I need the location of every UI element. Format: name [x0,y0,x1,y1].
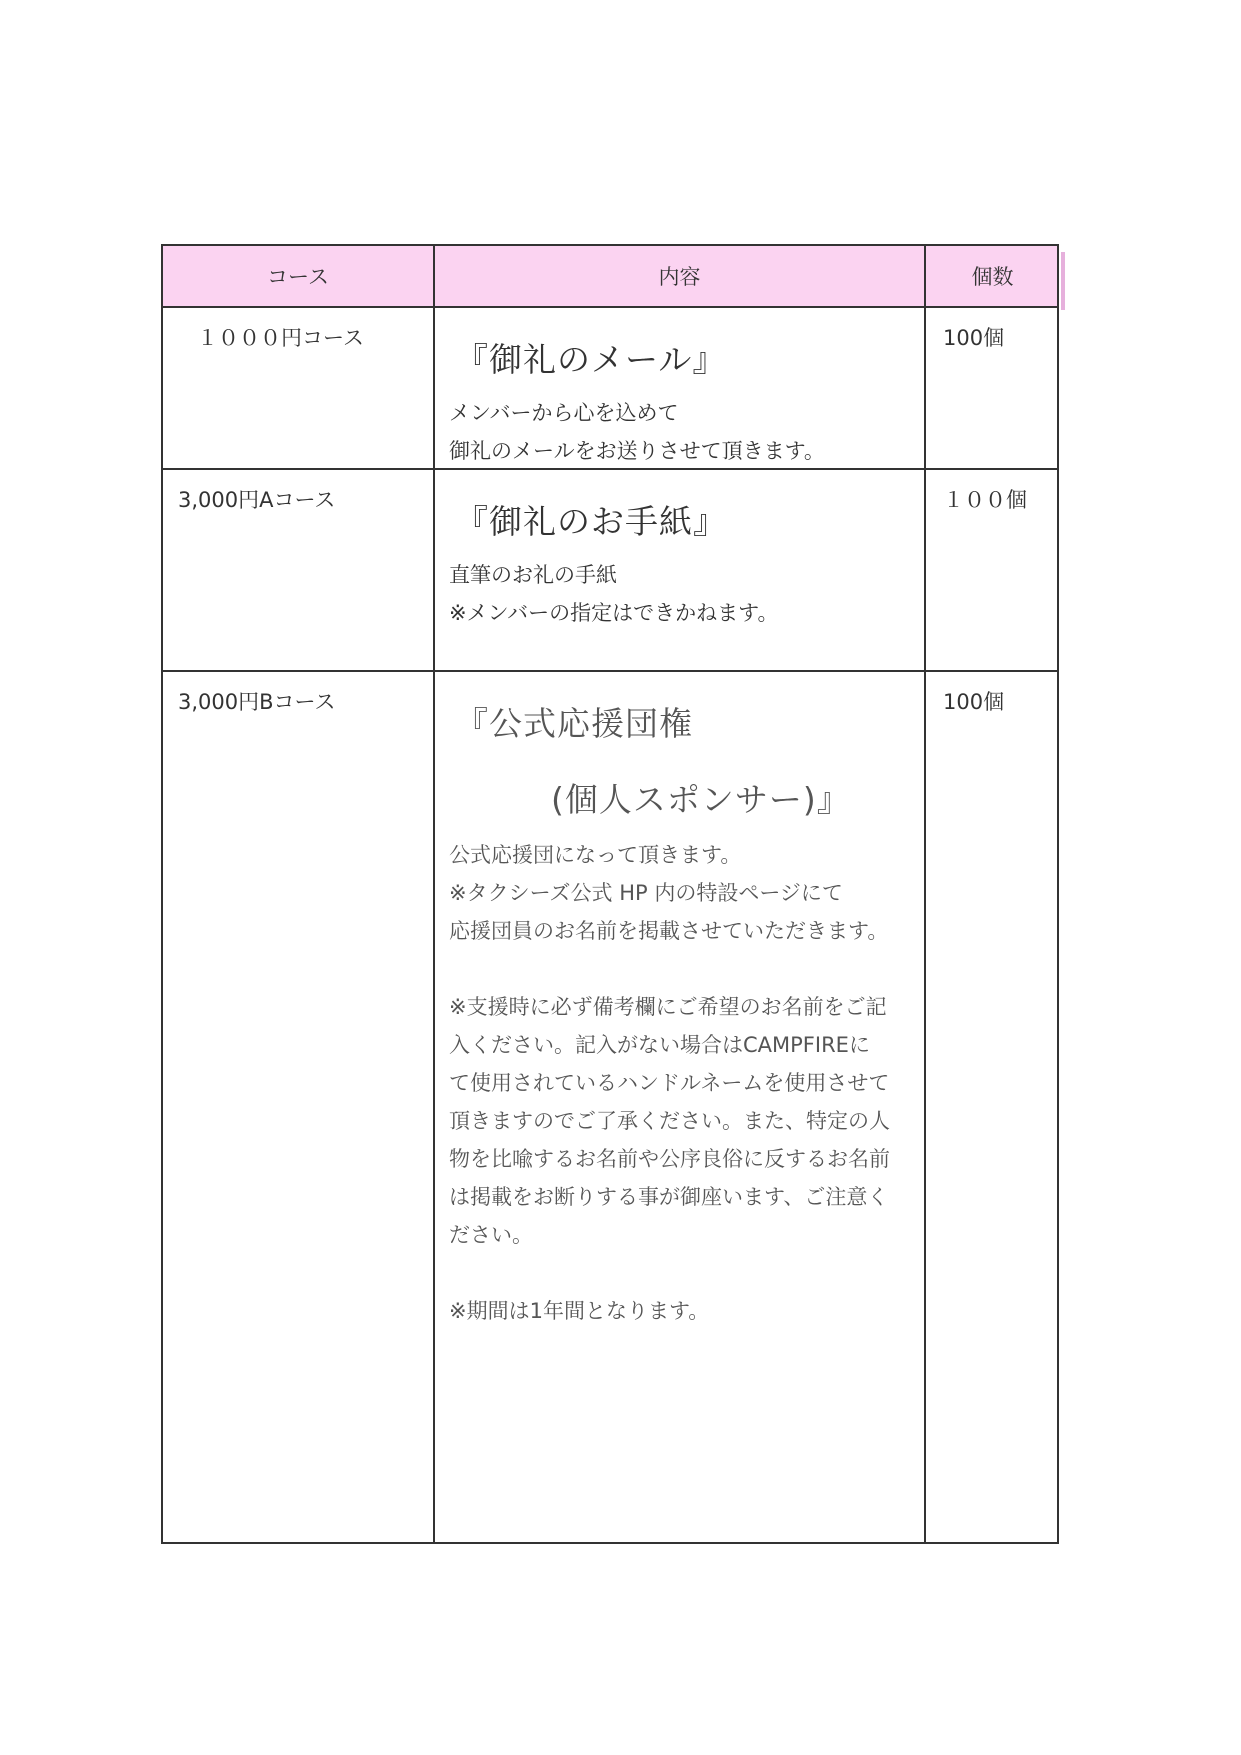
header-quantity: 個数 [971,265,1014,289]
row-3-description-line: 入ください。記入がない場合はCAMPFIREに [449,1033,870,1057]
row-3-description-line: は掲載をお断りする事が御座います、ご注意く [449,1185,889,1209]
row-3-description-line: 応援団員のお名前を掲載させていただきます。 [449,919,889,943]
row-2-description-line: 直筆のお礼の手紙 [449,563,617,587]
column-divider [433,246,435,1542]
row-2-description-line: ※メンバーの指定はできかねます。 [449,601,779,625]
row-3-description-line: て使用されているハンドルネームを使用させて [449,1071,890,1095]
header-course: コース [267,265,329,289]
row-1-description-line: メンバーから心を込めて [449,401,679,425]
course-table [161,244,1059,1544]
row-1-description [449,394,825,470]
row-divider [163,306,1057,308]
row-3-description [449,836,890,1330]
row-3-description-line: ださい。 [449,1223,533,1247]
row-3-description-line: 物を比喩するお名前や公序良俗に反するお名前 [449,1147,890,1171]
row-2-quantity: １００個 [943,488,1027,512]
row-3-title-line-2: (個人スポンサー)』 [551,780,851,819]
row-2-title: 『御礼のお手紙』 [455,502,727,541]
row-3-description-line: ※支援時に必ず備考欄にご希望のお名前をご記 [449,995,887,1019]
row-1-course: １０００円コース [197,326,364,350]
row-3-description-line [449,950,890,988]
row-3-description-line: ※期間は1年間となります。 [449,1299,710,1323]
row-1-quantity: 100個 [943,326,1005,350]
header-shadow [1061,252,1065,310]
row-1-title: 『御礼のメール』 [455,340,727,379]
row-3-description-line: 頂きますのでご了承ください。また、特定の人 [449,1109,890,1133]
row-3-description-line: ※タクシーズ公式 HP 内の特設ページにて [449,881,843,905]
row-3-course: 3,000円Bコース [178,690,336,714]
row-divider [163,670,1057,672]
column-divider [924,246,926,1542]
row-3-description-line: 公式応援団になって頂きます。 [449,843,742,867]
row-3-title-line-1: 『公式応援団権 [455,704,693,743]
row-2-course: 3,000円Aコース [178,488,336,512]
header-content: 内容 [658,265,701,289]
row-3-description-line [449,1254,890,1292]
row-1-description-line: 御礼のメールをお送りさせて頂きます。 [449,439,825,463]
row-2-description [449,556,778,632]
row-3-quantity: 100個 [943,690,1005,714]
